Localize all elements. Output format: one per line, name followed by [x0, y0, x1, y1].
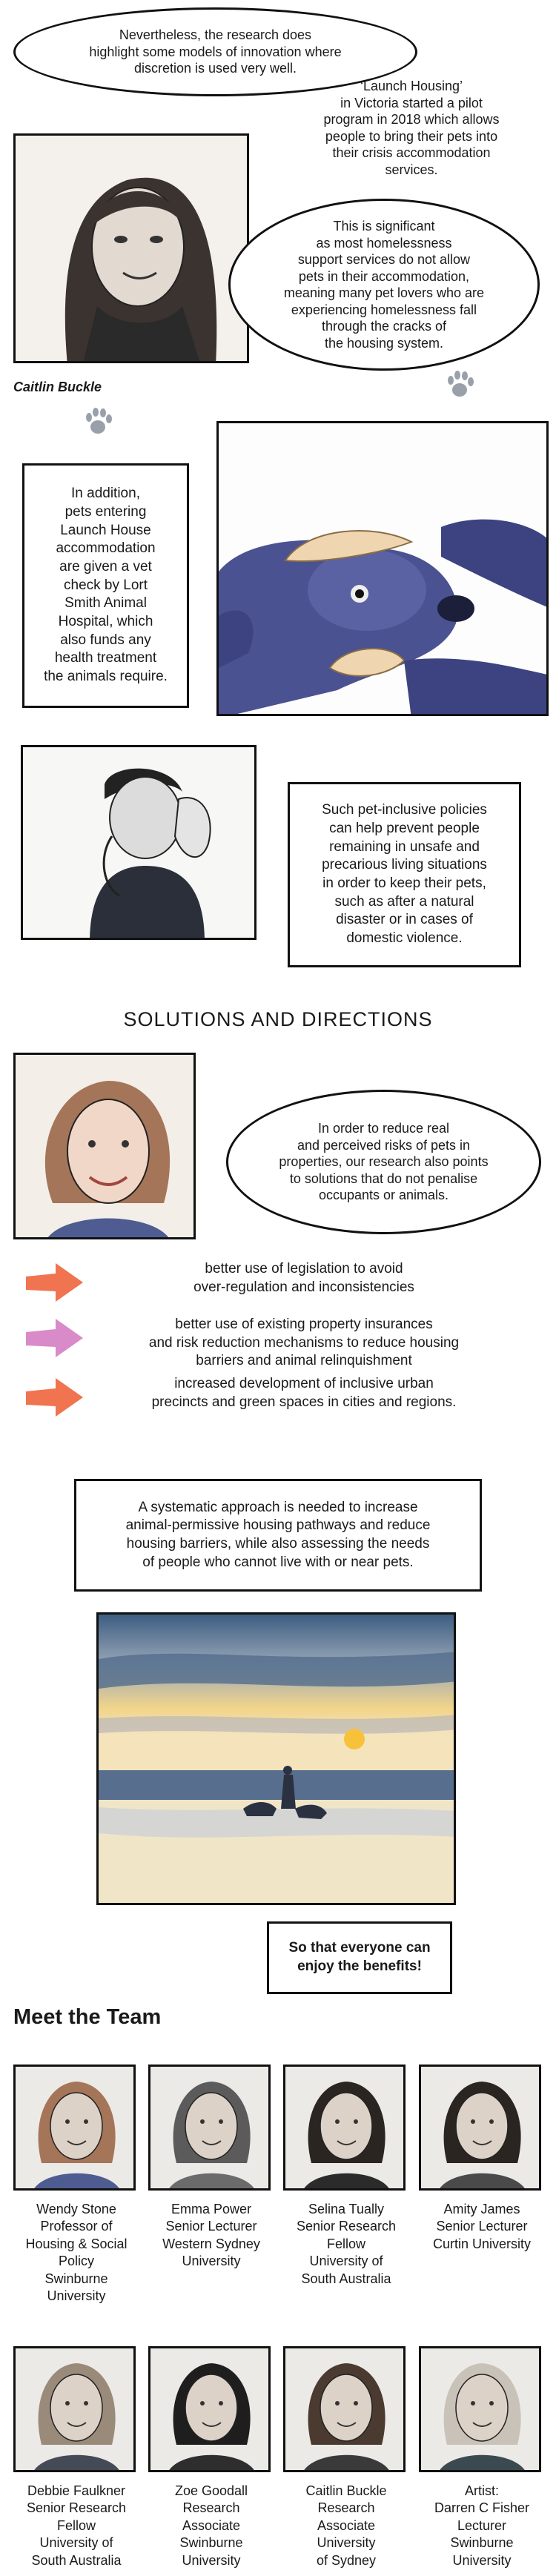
- team-member-info: Wendy Stone Professor of Housing & Social Policy Swinburne University: [25, 2202, 128, 2303]
- team-member-info: Amity James Senior Lecturer Curtin University: [432, 2202, 532, 2251]
- woman-portrait-illustration: [16, 136, 249, 363]
- portrait-wendy: [13, 1053, 196, 1239]
- team-member-card: [419, 2346, 545, 2569]
- paw-print-icon: [83, 406, 113, 437]
- speech-bubble-significant: [228, 199, 540, 371]
- woman-portrait-illustration: [16, 1055, 196, 1239]
- solution-item: [0, 1375, 556, 1434]
- team-member-info: Debbie Faulkner Senior Research Fellow University of South Australia: [26, 2483, 127, 2568]
- team-member-portrait: [419, 2065, 541, 2191]
- arrow-right-icon: [22, 1375, 85, 1420]
- team-member-card: [419, 2065, 545, 2253]
- team-member-portrait: [13, 2346, 136, 2472]
- team-member-info: Selina Tually Senior Research Fellow University of South Australia: [296, 2202, 397, 2286]
- solution-text: increased development of inclusive urban precincts and green spaces in cities and regions.: [151, 1376, 457, 1410]
- team-member-portrait: [148, 2065, 271, 2191]
- team-member-portrait: [283, 2346, 406, 2472]
- team-member-portrait: [283, 2065, 406, 2191]
- portrait-illustration: [150, 2067, 271, 2191]
- solution-item: [0, 1260, 556, 1320]
- team-heading: Meet the Team: [13, 2005, 162, 2029]
- portrait-illustration: [16, 2348, 136, 2472]
- team-member-card: [283, 2065, 409, 2288]
- team-member-card: [283, 2346, 409, 2569]
- portrait-illustration: [16, 2067, 136, 2191]
- team-member-portrait: [13, 2065, 136, 2191]
- portrait-caption-name: Caitlin Buckle: [13, 380, 102, 394]
- team-member-card: [13, 2065, 139, 2305]
- team-member-info: Zoe Goodall Research Associate Swinburne University: [174, 2483, 248, 2568]
- team-member-portrait: [419, 2346, 541, 2472]
- team-member-card: [13, 2346, 139, 2569]
- paw-print-icon: [445, 369, 474, 400]
- team-member-card: [148, 2065, 274, 2271]
- distressed-man-illustration: [23, 747, 257, 940]
- dog-panel: [216, 421, 549, 716]
- systematic-approach-box: A systematic approach is needed to increase animal-permissive housing pathways and reduce housing barriers, while also assessing the needs of people who cannot live with or near pets.: [74, 1479, 482, 1592]
- beach-walk-panel: [96, 1612, 456, 1905]
- speech-bubble-reduce-risks: [226, 1090, 541, 1234]
- portrait-illustration: [285, 2067, 406, 2191]
- launch-housing-text: ‘Launch Housing’ in Victoria started a pilot program in 2018 which allows people to bring their pets into their crisis accommodation services.: [323, 79, 500, 177]
- portrait-illustration: [421, 2067, 541, 2191]
- solution-item: [0, 1316, 556, 1375]
- everyone-benefits-box: So that everyone can enjoy the benefits!: [267, 1921, 452, 1994]
- arrow-right-icon: [22, 1260, 85, 1305]
- arrow-right-icon: [22, 1316, 85, 1360]
- portrait-caitlin: [13, 133, 249, 363]
- solution-text: better use of existing property insurances and risk reduction mechanisms to reduce housing barriers and animal relinquishment: [148, 1317, 460, 1369]
- portrait-illustration: [421, 2348, 541, 2472]
- section-heading: SOLUTIONS AND DIRECTIONS: [123, 1008, 433, 1030]
- speech-bubble-text: This is significant as most homelessness support services do not allow pets in their accommodation, meaning many pet lovers who are experiencing homelessness fall through the cracks of the housing system.: [283, 219, 485, 351]
- pet-inclusive-box: Such pet-inclusive policies can help prevent people remaining in unsafe and precarious living situations in order to keep their pets, such as after a natural disaster or in cases of domestic violence.: [288, 782, 521, 967]
- dog-being-patted-illustration: [219, 423, 549, 716]
- vet-check-box: In addition, pets entering Launch House accommodation are given a vet check by Lort Smith Animal Hospital, which also funds any health treatment the animals require.: [22, 463, 189, 708]
- beach-sunset-illustration: [99, 1615, 456, 1905]
- team-member-info: Caitlin Buckle Research Associate University of Sydney: [305, 2483, 387, 2568]
- distressed-man-panel: [21, 745, 257, 940]
- team-member-info: Artist: Darren C Fisher Lecturer Swinburne University: [434, 2483, 530, 2568]
- team-member-portrait: [148, 2346, 271, 2472]
- solution-text: better use of legislation to avoid over-regulation and inconsistencies: [193, 1261, 414, 1295]
- team-member-info: Emma Power Senior Lecturer Western Sydney University: [162, 2202, 260, 2269]
- team-member-card: [148, 2346, 274, 2569]
- portrait-illustration: [285, 2348, 406, 2472]
- speech-bubble-text: Nevertheless, the research does highlight some models of innovation where discretion is used very well.: [89, 27, 342, 76]
- speech-bubble-text: In order to reduce real and perceived risks of pets in properties, our research also points to solutions that do not penalise occupants or animals.: [279, 1121, 489, 1203]
- portrait-illustration: [150, 2348, 271, 2472]
